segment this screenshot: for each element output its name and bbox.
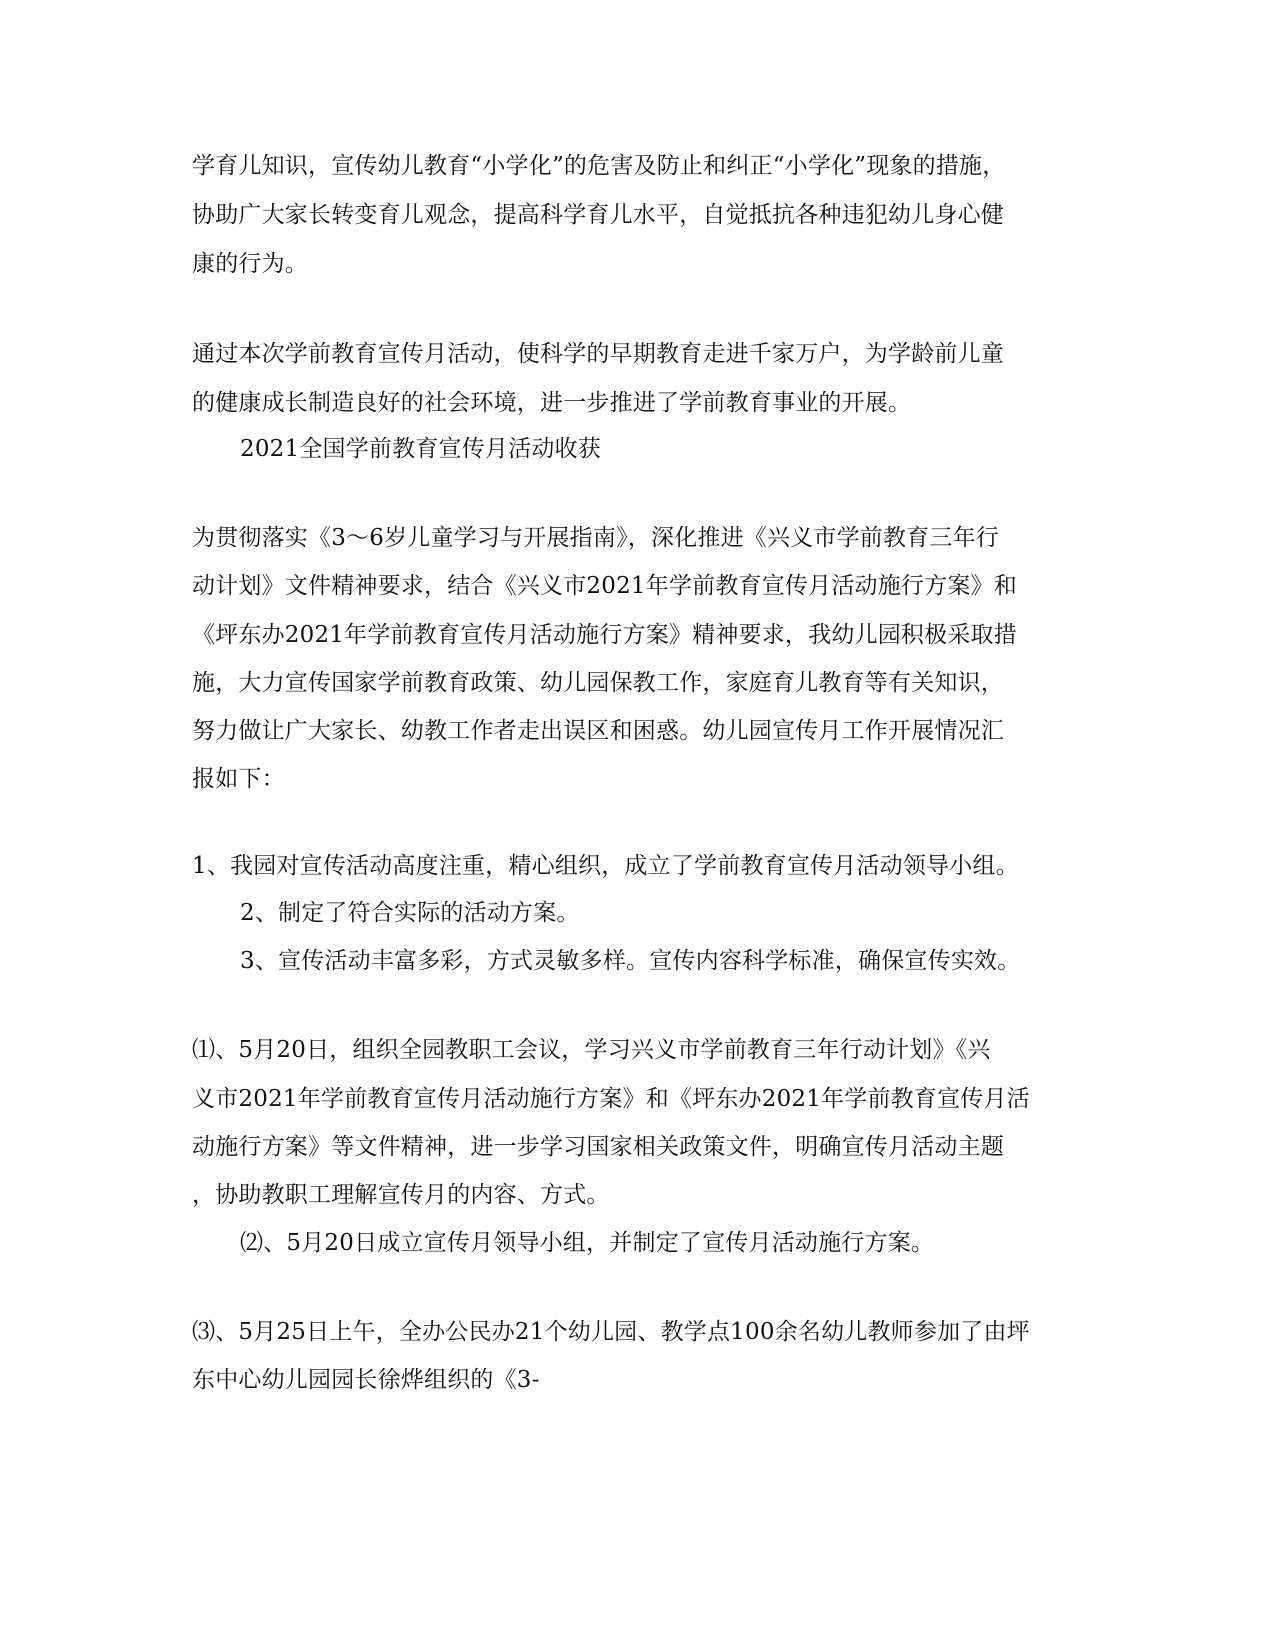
- paragraph-line: ⑶、5月25日上午，全办公民办21个幼儿园、教学点100余名幼儿教师参加了由坪: [192, 1319, 1030, 1345]
- paragraph-line: 施，大力宣传国家学前教育政策、幼儿园保教工作，家庭育儿教育等有关知识，: [192, 670, 1004, 696]
- paragraph-line: 东中心幼儿园园长徐烨组织的《3-: [192, 1367, 540, 1393]
- paragraph-line: 努力做让广大家长、幼教工作者走出误区和困惑。幼儿园宣传月工作开展情况汇: [192, 718, 1004, 744]
- paragraph-line: 的健康成长制造良好的社会环境，进一步推进了学前教育事业的开展。: [192, 390, 912, 416]
- paragraph-line: 动施行方案》等文件精神，进一步学习国家相关政策文件，明确宣传月活动主题: [192, 1134, 1004, 1160]
- paragraph-line: 义市2021年学前教育宣传月活动施行方案》和《坪东办2021年学前教育宣传月活: [192, 1086, 1030, 1112]
- paragraph-line: 动计划》文件精神要求，结合《兴义市2021年学前教育宣传月活动施行方案》和: [192, 573, 1017, 599]
- paragraph-line: 协助广大家长转变育儿观念，提高科学育儿水平，自觉抵抗各种违犯幼儿身心健: [192, 202, 1004, 228]
- list-item: 2、制定了符合实际的活动方案。: [240, 900, 580, 926]
- section-heading: 2021全国学前教育宣传月活动收获: [240, 436, 601, 462]
- list-item: 1、我园对宣传活动高度注重，精心组织，成立了学前教育宣传月活动领导小组。: [192, 853, 1019, 879]
- paragraph-line: ⑴、5月20日，组织全园教职工会议，学习兴义市学前教育三年行动计划》《兴: [192, 1037, 991, 1063]
- paragraph-line: ，协助教职工理解宣传月的内容、方式。: [192, 1182, 610, 1208]
- paragraph-line: 报如下：: [192, 766, 285, 792]
- paragraph-line: ⑵、5月20日成立宣传月领导小组，并制定了宣传月活动施行方案。: [240, 1230, 935, 1256]
- paragraph-line: 学育儿知识，宣传幼儿教育“小学化”的危害及防止和纠正“小学化”现象的措施，: [192, 153, 1006, 179]
- paragraph-line: 康的行为。: [192, 251, 308, 277]
- paragraph-line: 通过本次学前教育宣传月活动，使科学的早期教育走进千家万户，为学龄前儿童: [192, 341, 1004, 367]
- paragraph-line: 为贯彻落实《3～6岁儿童学习与开展指南》，深化推进《兴义市学前教育三年行: [192, 525, 999, 551]
- list-item: 3、宣传活动丰富多彩，方式灵敏多样。宣传内容科学标准，确保宣传实效。: [240, 948, 1021, 974]
- paragraph-line: 《坪东办2021年学前教育宣传月活动施行方案》精神要求，我幼儿园积极采取措: [192, 622, 1017, 648]
